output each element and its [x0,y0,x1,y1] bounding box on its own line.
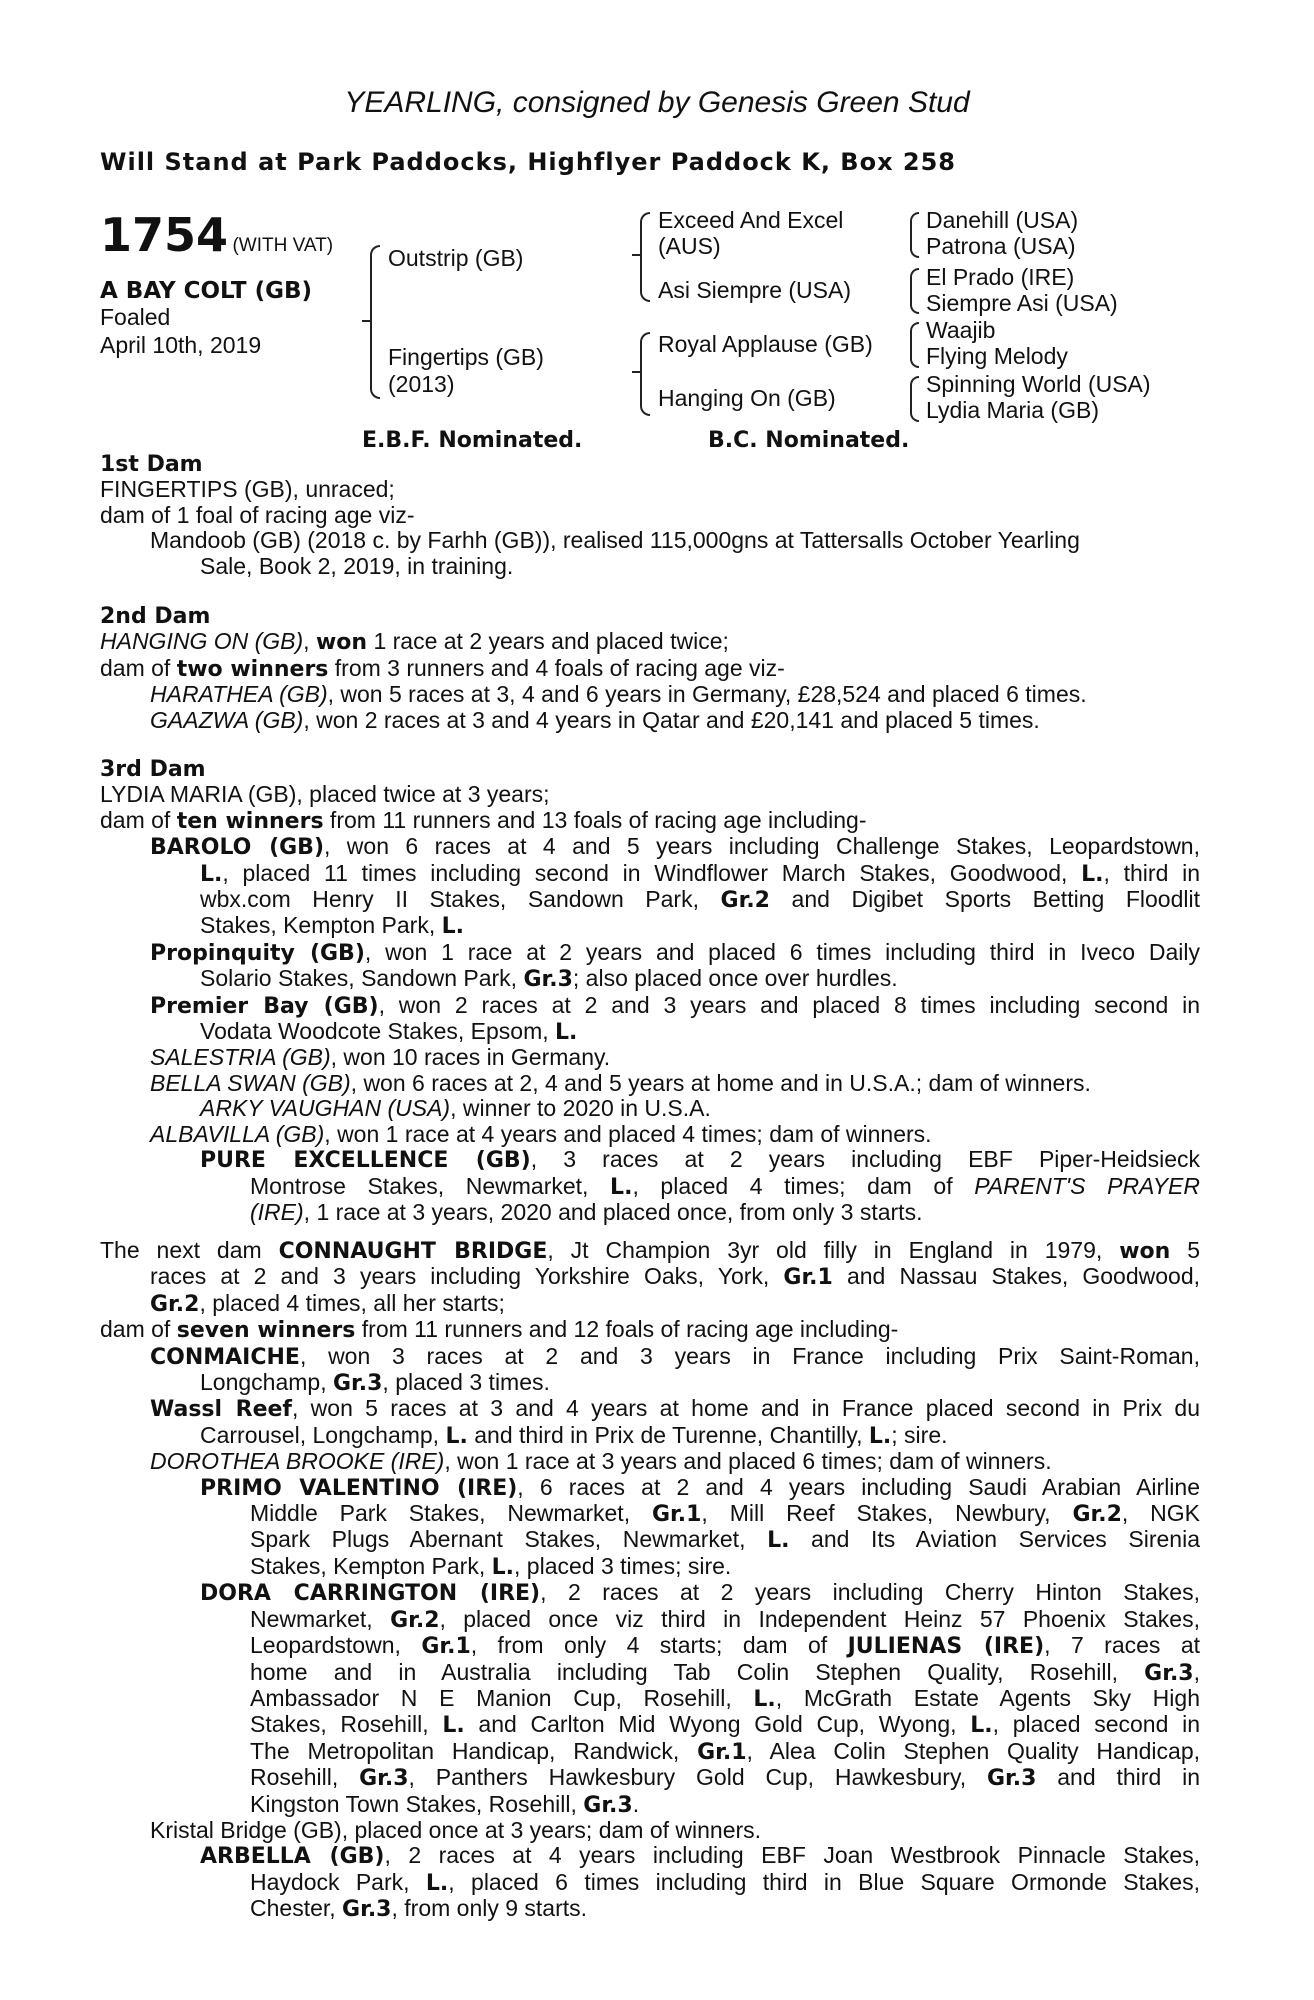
produce-line: BELLA SWAN (GB), won 6 races at 2, 4 and 5 years at home and in U.S.A.; dam of winners. [150,1069,1091,1096]
produce-line: Carrousel, Longchamp, L. and third in Prix de Turenne, Chantilly, L.; sire. [200,1421,948,1449]
ped-ds: Royal Applause (GB) [658,331,873,357]
dam-line: LYDIA MARIA (GB), placed twice at 3 years; [100,781,550,808]
produce-line: Newmarket, Gr.2, placed once viz third in Independent Heinz 57 Phoenix Stakes, [250,1605,1200,1633]
produce-line: Ambassador N E Manion Cup, Rosehill, L., McGrath Estate Agents Sky High [250,1684,1200,1712]
section-heading: 2nd Dam [100,604,211,629]
produce-line: BAROLO (GB), won 6 races at 4 and 5 years including Challenge Stakes, Leopardstown, [150,833,1200,861]
bc-nominated: B.C. Nominated. [708,428,910,453]
produce-line: Chester, Gr.3, from only 9 starts. [250,1895,588,1923]
produce-line: Premier Bay (GB), won 2 races at 2 and 3 years and placed 8 times including second in [150,991,1200,1019]
produce-line: The Metropolitan Handicap, Randwick, Gr.1, Alea Colin Stephen Quality Handicap, [250,1737,1201,1765]
produce-line: Montrose Stakes, Newmarket, L., placed 4 times; dam of PARENT'S PRAYER [250,1172,1200,1200]
produce-line: home and in Australia including Tab Colin Stephen Quality, Rosehill, Gr.3, [250,1658,1200,1686]
produce-line: DOROTHEA BROOKE (IRE), won 1 race at 3 years and placed 6 times; dam of winners. [150,1448,1052,1475]
produce-line: Wassl Reef, won 5 races at 3 and 4 years at home and in France placed second in Prix du [150,1395,1200,1423]
ped-dsd: Flying Melody [926,343,1068,369]
produce-line: SALESTRIA (GB), won 10 races in Germany. [150,1044,611,1071]
second-dam-section [100,604,1200,733]
brace-gen2-sire [640,212,650,302]
produce-line: Propinquity (GB), won 1 race at 2 years and placed 6 times including third in Iveco Daily [150,938,1200,966]
brace-gen3-2 [910,268,919,314]
produce-line: ALBAVILLA (GB), won 1 race at 4 years and placed 4 times; dam of winners. [150,1120,932,1147]
brace-gen2-sire-mid [632,254,640,256]
produce-line: Middle Park Stakes, Newmarket, Gr.1, Mill Reef Stakes, Newbury, Gr.2, NGK [250,1500,1200,1528]
ped-ssd: Patrona (USA) [926,233,1076,259]
produce-line: Leopardstown, Gr.1, from only 4 starts; dam of JULIENAS (IRE), 7 races at [250,1632,1201,1660]
produce-line: Solario Stakes, Sandown Park, Gr.3; also placed once over hurdles. [200,965,898,993]
produce-line: wbx.com Henry II Stakes, Sandown Park, Gr.2 and Digibet Sports Betting Floodlit [200,886,1200,914]
stand-location: Will Stand at Park Paddocks, Highflyer Paddock K, Box 258 [100,148,957,176]
brace-gen1-mid [362,320,370,322]
ped-dd: Hanging On (GB) [658,385,836,411]
produce-line: Vodata Woodcote Stakes, Epsom, L. [200,1018,578,1046]
produce-line: (IRE), 1 race at 3 years, 2020 and placed once, from only 3 starts. [250,1198,923,1225]
foaled-date: April 10th, 2019 [100,332,262,358]
ped-ddd: Lydia Maria (GB) [926,397,1099,423]
ped-dam: Fingertips (GB) [388,344,544,370]
section-heading: 3rd Dam [100,757,206,782]
produce-line: L., placed 11 times including second in Windflower March Stakes, Goodwood, L., third in [200,859,1200,887]
ped-sds: El Prado (IRE) [926,264,1075,290]
foaled-label: Foaled [100,304,171,330]
dam-line: dam of ten winners from 11 runners and 13 foals of racing age including- [100,806,867,834]
dam-line: HANGING ON (GB), won 1 race at 2 years and placed twice; [100,628,729,656]
produce-line: Longchamp, Gr.3, placed 3 times. [200,1369,550,1397]
brace-gen3-4 [910,376,919,422]
produce-line: Haydock Park, L., placed 6 times including third in Blue Square Ormonde Stakes, [250,1868,1200,1896]
ebf-nominated: E.B.F. Nominated. [362,428,583,453]
produce-line: GAAZWA (GB), won 2 races at 3 and 4 years in Qatar and £20,141 and placed 5 times. [150,706,1040,733]
ped-sd: Asi Siempre (USA) [658,277,851,303]
produce-line: HARATHEA (GB), won 5 races at 3, 4 and 6 years in Germany, £28,524 and placed 6 times. [150,681,1087,708]
brace-gen2-dam [640,332,650,416]
ped-sdd: Siempre Asi (USA) [926,290,1118,316]
produce-line: CONMAICHE, won 3 races at 2 and 3 years in France including Prix Saint-Roman, [150,1342,1200,1370]
produce-line: Sale, Book 2, 2019, in training. [200,552,514,579]
ped-ss: Exceed And Excel [658,207,844,233]
ped-dss: Waajib [926,317,996,343]
brace-gen3-3 [910,322,919,368]
lot-number: 1754 [100,208,229,262]
dam-line: Gr.2, placed 4 times, all her starts; [150,1289,505,1317]
vat-note: (WITH VAT) [232,235,334,256]
produce-line: Kristal Bridge (GB), placed once at 3 years; dam of winners. [150,1816,762,1843]
dam-line: dam of two winners from 3 runners and 4 foals of racing age viz- [100,654,785,682]
produce-line: Stakes, Kempton Park, L., placed 3 times; sire. [250,1552,732,1580]
produce-line: PRIMO VALENTINO (IRE), 6 races at 2 and 4 years including Saudi Arabian Airline [200,1473,1200,1501]
produce-line: ARKY VAUGHAN (USA), winner to 2020 in U.S.A. [200,1095,711,1122]
brace-gen3-1 [910,212,919,258]
produce-line: Spark Plugs Abernant Stakes, Newmarket, L. and Its Aviation Services Sirenia [250,1526,1200,1554]
brace-gen1 [370,245,380,399]
first-dam-section [100,452,1200,579]
section-heading: 1st Dam [100,452,203,477]
produce-line: Stakes, Kempton Park, L. [200,912,465,940]
page-title: YEARLING, consigned by Genesis Green Stud [344,86,970,119]
dam-line: FINGERTIPS (GB), unraced; [100,476,395,503]
dam-line: races at 2 and 3 years including Yorkshire Oaks, York, Gr.1 and Nassau Stakes, Goodwood, [150,1263,1201,1291]
dam-line: The next dam CONNAUGHT BRIDGE, Jt Champion 3yr old filly in England in 1979, won 5 [100,1237,1200,1264]
produce-line: ARBELLA (GB), 2 races at 4 years including EBF Joan Westbrook Pinnacle Stakes, [200,1842,1201,1870]
produce-line: Mandoob (GB) (2018 c. by Farhh (GB)), realised 115,000gns at Tattersalls October Yearling [150,527,1080,554]
produce-line: PURE EXCELLENCE (GB), 3 races at 2 years including EBF Piper-Heidsieck [200,1146,1200,1174]
third-dam-section [100,757,1200,1225]
next-dam-section [100,1238,1200,1923]
produce-line: Stakes, Rosehill, L. and Carlton Mid Wyong Gold Cup, Wyong, L., placed second in [250,1711,1200,1739]
ped-sss: Danehill (USA) [926,207,1079,233]
produce-line: Kingston Town Stakes, Rosehill, Gr.3. [250,1790,640,1818]
produce-line: Rosehill, Gr.3, Panthers Hawkesbury Gold Cup, Hawkesbury, Gr.3 and third in [250,1764,1200,1792]
horse-name: A BAY COLT (GB) [100,278,313,304]
lot-block [100,208,333,262]
brace-gen2-dam-mid [632,371,640,373]
ped-ss-country: (AUS) [658,233,721,259]
ped-sire: Outstrip (GB) [388,245,524,271]
produce-line: DORA CARRINGTON (IRE), 2 races at 2 years including Cherry Hinton Stakes, [200,1579,1200,1607]
ped-dds: Spinning World (USA) [926,371,1151,397]
dam-line: dam of 1 foal of racing age viz- [100,501,415,528]
ped-dam-year: (2013) [388,371,455,397]
dam-line: dam of seven winners from 11 runners and 12 foals of racing age including- [100,1316,899,1344]
